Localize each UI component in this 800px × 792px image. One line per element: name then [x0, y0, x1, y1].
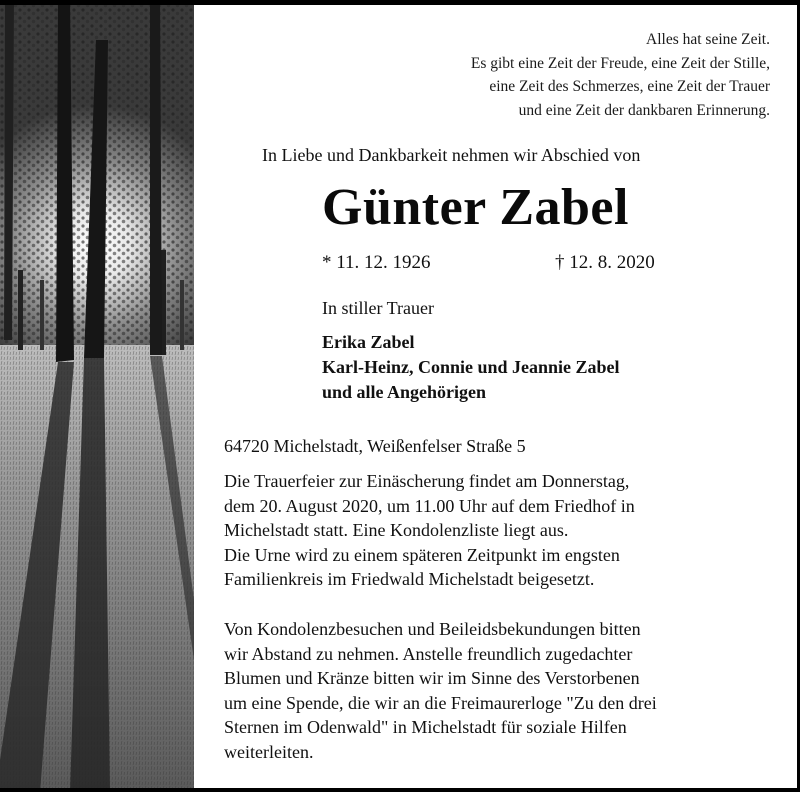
mourner-name: Erika Zabel [322, 332, 415, 352]
quote-line: und eine Zeit der dankbaren Erinnerung. [518, 101, 770, 119]
request-line: Von Kondolenzbesuchen und Beileidsbekundungen bitten [224, 619, 641, 639]
quote-line: eine Zeit des Schmerzes, eine Zeit der Trauer [489, 78, 770, 95]
ceremony-line: Familienkreis im Friedwald Michelstadt beigesetzt. [224, 569, 595, 589]
birth-date: * 11. 12. 1926 [322, 252, 431, 273]
memorial-quote [471, 28, 770, 122]
mourners-list [322, 330, 620, 405]
request-line: wir Abstand zu nehmen. Anstelle freundlich zugedachter [224, 643, 633, 664]
farewell-intro: In Liebe und Dankbarkeit nehmen wir Abschied von [262, 145, 641, 165]
family-address: 64720 Michelstadt, Weißenfelser Straße 5 [224, 436, 526, 456]
quote-line: Alles hat seine Zeit. [646, 31, 770, 48]
ceremony-line: Die Trauerfeier zur Einäscherung findet am Donnerstag, [224, 471, 630, 491]
mourner-name: und alle Angehörigen [322, 382, 487, 402]
quote-line: Es gibt eine Zeit der Freude, eine Zeit der Stille, [470, 54, 770, 72]
death-date: † 12. 8. 2020 [555, 252, 655, 273]
ceremony-line: Die Urne wird zu einem späteren Zeitpunkt im engsten [224, 544, 620, 565]
donation-request-paragraph [224, 617, 657, 764]
deceased-name: Günter Zabel [322, 179, 629, 236]
request-line: weiterleiten. [224, 741, 314, 762]
mourner-name: Karl-Heinz, Connie und Jeannie Zabel [322, 357, 620, 377]
mourning-label: In stiller Trauer [322, 298, 434, 318]
ceremony-paragraph [224, 469, 635, 592]
request-line: Blumen und Kränze bitten wir im Sinne des Verstorbenen [224, 668, 640, 688]
request-line: um eine Spende, die wir an die Freimaurerloge "Zu den drei [224, 692, 657, 713]
request-line: Sternen im Odenwald" in Michelstadt für soziale Hilfen [224, 717, 627, 737]
ceremony-line: Michelstadt statt. Eine Kondolenzliste liegt aus. [224, 520, 569, 540]
ceremony-line: dem 20. August 2020, um 11.00 Uhr auf dem Friedhof in [224, 495, 635, 516]
